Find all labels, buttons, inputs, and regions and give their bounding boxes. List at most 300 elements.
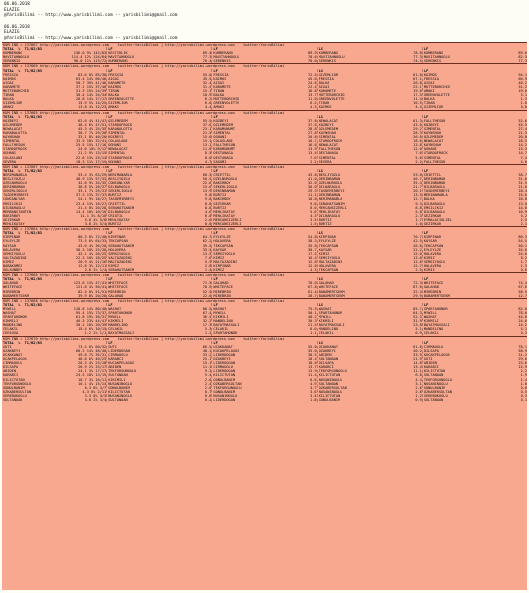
horse-score: 26.6 [413,135,422,140]
horse-name: TIRAN [423,101,435,106]
horse-name: SPARTAHONOR [423,306,448,311]
column-header: LF [213,114,218,119]
horse-name: SPARTAHONOR [318,311,343,315]
horse-score: 66.5 [202,344,212,349]
horse-score: 77.3 [518,59,527,64]
horse-name: KARAMUNUMT [213,126,236,131]
ranking-column [212,341,317,402]
horse-score: 10.5 [413,101,422,106]
column-header: TOTAL % T1/B2/B3 [3,231,42,236]
horse-score: 78.0 [307,281,317,286]
horse-score: 30.7 [307,247,317,252]
horse-score: 2.6 [204,217,212,222]
horse-name: GALAHAD [3,281,19,286]
horse-score: 55.0 [307,344,317,349]
horse-score: 23.4 13% 16/27 [75,201,107,206]
horse-name: DILBARAGLU [108,209,130,214]
horse-name: DILSAPA [318,361,334,366]
horse-score: 82.0 [518,306,527,311]
horse-name: CRIETTIL [213,172,231,177]
horse-name: VALTAZADINI [108,255,133,260]
horse-name: LIDERDOGAN [213,352,236,357]
horse-name: SIMENTAL [423,126,442,131]
horse-score: 24.6 [307,80,317,85]
horse-score: 14.8 [413,361,422,366]
horse-name: VALTAZADINI [3,255,27,260]
horse-name: SPARTAHONOR [108,311,133,315]
horse-name: HOLAVERA [108,247,126,252]
horse-name: WASHAT [108,306,122,311]
horse-score: 52.3 [413,315,422,320]
horse-name: MANDELINO [108,323,128,328]
horse-score: 17.3 [202,323,212,328]
ranking-column [318,341,423,402]
horse-row [319,268,422,272]
horse-name: MIREBRIN [213,289,231,294]
horse-name: NEWALACAT [108,147,128,152]
horse-score: 70.9 [202,285,212,290]
horse-name: NEWALACAT [3,126,23,131]
horse-name: NEWALACAT [318,143,339,148]
horse-name: GEZIRKAR [3,217,21,222]
horse-name: CELAKIL [108,327,124,332]
horse-score: 6.3 0% 4/7 [84,385,107,390]
column-header: LS [318,114,323,119]
ranking-column [318,69,423,110]
horse-name: HOLAVERA [423,263,442,268]
horse-row [213,398,316,402]
horse-score: 58.9 [518,348,527,353]
horse-name: MALTAZADINI [108,259,133,264]
horse-score: 1.2 [415,393,422,398]
column-header: TOTAL % T1/B2/B3 [3,277,42,282]
horse-name: EMSILIKIZ [3,201,23,206]
horse-score: 4.1 [520,327,527,332]
column-header: LF [213,168,218,173]
horse-score: 74.5 [413,59,422,64]
horse-name: UCAKKANAT [213,344,233,349]
race-section [2,110,527,164]
horse-name: SERENKIS [423,59,442,64]
horse-name: SPARTAHONOR [213,331,238,336]
horse-score: 1.2 [204,331,212,336]
horse-score: 15.6 [518,193,527,198]
horse-score: 15.4 6% 10/15 [78,327,107,332]
horse-name: SEREBOKOGLU [3,393,27,398]
column-header: LF [423,340,429,345]
horse-score: 80.3 [518,235,527,240]
horse-score: 19.6 [518,89,527,94]
horse-name: MERINAMABLA [423,193,448,198]
horse-score: 22.8 13% 25/14 [75,155,107,160]
horse-name: MEHLIKATAY [213,213,236,218]
ranking-column [212,47,317,63]
horse-name: GALAHAD [318,281,334,286]
horse-name: BURTIZ [213,205,227,210]
horse-name: SEBAHATSANIM [318,201,345,206]
horse-score: 121.8 4% 50/41 [75,285,107,290]
horse-score: 14.2 [518,323,527,328]
horse-score: 27.4 [518,126,527,131]
horse-name: WHITEFACE [213,285,233,290]
horse-score: 32.4 [413,289,422,294]
horse-name: TEKFORGUNOGLU [3,381,32,386]
horse-score: 33.1 7% 25/31 [78,189,107,194]
horse-name: KIMIZ [423,255,435,260]
horse-name: WASHAT [318,306,332,311]
horse-name: GALAHAD [108,293,124,298]
horse-score: 13.8 [413,143,422,148]
ranking-column [318,169,423,226]
horse-score: 24.0 [518,251,527,256]
horse-name: SIMENTAL [318,135,336,140]
horse-name: OGHANI [423,147,437,152]
column-header: LS [318,277,323,282]
horse-name: MIREBRIN [423,289,442,294]
horse-name: UCAKKANAT [318,344,339,349]
horse-name: BABAMERTSEKM [3,293,29,298]
horse-name: MIREBRIN [108,289,126,294]
horse-score: 78.1 [518,344,527,349]
section-grid [2,169,527,226]
horse-name: FRESSIA [213,72,229,77]
horse-score: 20.9 4% 21/16 [78,259,107,264]
horse-score: 8.2 [520,255,527,260]
horse-score: 21.5 [307,323,317,328]
horse-score: 5.1 [520,93,527,98]
horse-name: GREENVOLETTE [318,97,345,102]
horse-name: MIREBRIN [3,289,21,294]
horse-name: CONCANLYAR [3,197,25,202]
section-title: KUM IND = 137667 http://yarisbilimi.wordpress.com twitter:YarisBilimi | http://yarisbilimi.wordpress.com twitter:YarisBilimi [2,164,527,169]
horse-score: 16.8 [307,143,317,148]
horse-row [3,105,106,109]
horse-score: 6.2 [310,101,317,106]
horse-name: KARABALOTTA [3,130,27,135]
ranking-column [107,169,212,226]
horse-score: 64.3 [413,311,422,315]
horse-score: 24.5 10% 13/19 [75,373,107,378]
horse-name: MAVITAHNOGLU [213,55,240,60]
horse-score: 43.0 4% 36/26 [78,243,107,248]
horse-name: CELAKIL [318,331,334,336]
horse-score: 5.8 [415,209,422,214]
column-header: LF [108,68,113,73]
ranking-column [423,169,527,226]
horse-score: 28.3 4% 23/18 [78,361,107,366]
horse-score: 28.3 [413,130,422,135]
horse-name: KILICTUTAN [3,377,25,382]
horse-name: KIKMILI [108,319,124,324]
horse-score: 22.6 [202,181,212,186]
horse-score: 15.0 [413,251,422,256]
horse-score: 3.4 [310,393,317,398]
horse-score: 4.6 [520,159,527,164]
horse-score: 55.9 [202,118,212,123]
horse-name: STARDOFROCK [108,122,133,127]
horse-name: STARDOFROCK [318,139,343,144]
horse-score: 50.9 [202,177,212,181]
horse-name: FALLTHESUN [318,147,341,152]
horse-name: TEKCAPSAN [318,268,339,273]
horse-name: WASHAT [423,315,437,320]
horse-name: CIRMAOGLU [3,361,23,366]
horse-score: 7.4 [520,155,527,160]
horse-score: 13.0 [413,255,422,260]
race-section [2,63,527,109]
horse-name: NEWALACAT [423,139,444,144]
horse-score: 85.7 [413,306,422,311]
horse-score: 31.9 [413,319,422,324]
horse-score: 12.7 [413,263,422,268]
horse-name: DILBARAGLU [318,213,341,218]
horse-score: 0.6 [204,393,212,398]
header-block-1 [0,0,529,19]
horse-name: KAIMOS [318,105,332,110]
horse-score: 8.8 [204,201,212,206]
horse-score: 55.0 [202,72,212,77]
horse-name: MYWILL [423,311,437,315]
horse-score: 21.2 9% 13/15 [78,151,107,156]
horse-score: 2.4 [204,381,212,386]
horse-name: KUMBERANG [318,51,339,56]
horse-score: 13.3 [518,147,527,152]
horse-score: 29.2 [413,126,422,131]
horse-row [424,222,527,226]
horse-name: SULTANOAN [423,373,444,378]
horse-name: FRESSIA [108,72,124,77]
horse-score: 11.1 [202,365,212,370]
horse-score: 0.7 [204,389,212,394]
horse-score: 1.9 [520,373,527,378]
horse-name: KIRPINAR [213,263,231,268]
horse-score: 37.3 13% 37/37 [75,193,107,198]
horse-score: 48.9 13% 57/33 [75,177,107,181]
horse-score: 6.6 [204,101,212,106]
horse-name: GEZIRKAR [423,222,442,227]
horse-score: 43.0 [413,122,422,127]
horse-score: 94.1 [518,72,527,77]
horse-name: OZLEMEDEM [423,135,444,140]
horse-score: 9.8 [204,193,212,198]
horse-score: 74.4 [518,281,527,286]
horse-name: NUSANINOGLU [213,393,238,398]
column-header: LF [213,340,218,345]
horse-score: 63.4 14% 60/46 [75,76,107,81]
horse-name: CRIOTIL [108,213,124,218]
horse-score: 28.8 [307,126,317,131]
horse-name: KUMBERANG [108,59,128,64]
horse-row [319,398,422,402]
horse-name: GULSUNBEY [3,268,23,273]
horse-name: ABIDEN [3,369,16,374]
horse-score: 36.3 10% 25/30 [75,247,107,252]
horse-score: 18.5 [518,139,527,144]
horse-name: MEHLIKATAY [108,217,130,222]
horse-name: GUTI [423,357,433,362]
horse-name: TASDEMIRBEYI [3,193,29,198]
ranking-column [107,303,212,336]
horse-name: KARAMUNUMT [213,147,236,152]
ranking-column [318,277,423,297]
horse-name: MALTAZADINI [318,259,343,264]
horse-score: 22.2 [413,247,422,252]
horse-name: BURTIZ [108,222,122,227]
section-title: KUM IND = 137664 http://yarisbilimi.wordpress.com twitter:YarisBilimi | http://yarisbilimi.wordpress.com twitter:YarisBilimi [2,226,527,231]
horse-row [108,105,211,109]
column-header: LF [108,231,113,236]
horse-name: OGHANI [108,159,122,164]
horse-name: TIRAN [3,93,14,98]
horse-row [319,105,422,109]
horse-name: KIKMILI [318,319,334,324]
horse-name: SEMSIYOGLU [108,251,130,256]
horse-name: EMSILIKIZ [423,205,444,210]
horse-score: 9.8 [204,197,212,202]
horse-score: 44.8 [518,315,527,320]
horse-name: KUCAKPELAGOS [423,352,450,357]
horse-score: 89.4 [202,51,212,56]
horse-score: 67.1 [413,76,422,81]
horse-score: 73.5 6% 64/33 [78,239,107,244]
horse-score: 2.3 [415,213,422,218]
horse-row [319,331,422,335]
horse-score: 0.3 [520,393,527,398]
header-block-2 [0,19,529,42]
horse-name: DERINBAMAN [423,177,446,181]
horse-name: WHITEFACE [3,285,23,290]
column-header: LF [108,277,113,282]
horse-name: KIMIZ [318,251,330,256]
horse-name: MEHLIKATAY [3,222,25,227]
horse-name: BURTIZ [318,217,332,222]
horse-score: 38.7 [518,172,527,177]
horse-score: 5.8 4% 5/8 [84,217,107,222]
column-header: TOTAL % T1/B2/B3 [3,68,42,73]
horse-score: 4.4 [415,105,422,110]
ranking-column [2,231,107,272]
horse-score: 11.1 [413,369,422,374]
horse-name: MANDELINO [213,319,233,324]
horse-score: 4.7 [310,385,317,390]
horse-score: 2.5 [520,217,527,222]
horse-score: 31.5 [518,181,527,186]
horse-name: SEVERA [3,159,16,164]
horse-score: 67.4 [202,311,212,315]
horse-name: DILBARAGLU [318,185,341,190]
horse-score: 22.4 [307,84,317,89]
horse-name: SEMSIYOGLU [423,259,446,264]
horse-name: KILICTUTAN [108,389,130,394]
horse-score: 53.4 3% 63/29 [78,172,107,177]
horse-name: OZKABERSULTAN [3,389,32,394]
horse-name: DILSAPA [3,365,19,370]
horse-score: 96.0 11% 113/72 [73,59,107,64]
horse-score: 9.8 [310,201,317,206]
horse-score: 12.6 [413,259,422,264]
horse-name: GALAHAD [423,285,439,290]
horse-name: SIMENTAL [423,155,442,160]
horse-name: BABAKOMEZ [3,263,23,268]
horse-score: 8.8 [415,205,422,210]
horse-score: 70.4 [202,59,212,64]
horse-score: 33.1 8% 40/20 [78,135,107,140]
horse-score: 11.0 [307,97,317,102]
horse-row [108,294,211,298]
horse-name: GREENVOLETTE [423,93,450,98]
horse-name: MEHLIKATAY [318,209,341,214]
horse-row [213,222,316,226]
horse-name: KARABALOTTA [108,126,133,131]
column-header: LF [423,231,429,236]
ranking-column [107,115,212,164]
horse-score: 26.8 [413,80,422,85]
horse-score: 75.5 [307,306,317,311]
horse-name: CERIOSA [3,331,19,336]
horse-score: 1.8 [310,397,317,402]
horse-score: 0.1 [520,397,527,402]
horse-score: 41.0 [307,177,317,181]
horse-name: TEKCAPSAN [423,243,444,248]
horse-row [424,331,527,335]
horse-name: KARAMETE [318,89,336,94]
horse-score: 5.1 [415,327,422,332]
horse-name: KARABCI [108,357,124,362]
horse-score: 13.9 [307,369,317,374]
horse-score: 14.8 [518,205,527,210]
column-header: LF [213,302,218,307]
horse-name: MYWILL [108,315,122,320]
horse-name: BALKA [423,97,435,102]
horse-name: TEKCAPSAN [108,239,128,244]
column-header: LF [213,68,218,73]
horse-score: 13.4 [307,151,317,156]
horse-name: UCAKKANAT [3,352,23,357]
horse-name: GONULBANIM [423,385,446,390]
horse-score: 5.2 [520,213,527,218]
horse-name: MANDELINO [318,327,339,332]
horse-score: 1.3 [520,97,527,102]
column-header: LF [423,114,429,119]
horse-score: 5.5 [204,259,212,264]
horse-score: 20.1 [413,189,422,194]
header-contact: @YarisBilimi -- http://www.yarisbilimi.com -- yarisbilimi@gmail.com [4,13,178,19]
horse-name: FALLTHESUN [3,143,25,148]
horse-name: OZAKBEYI [318,348,336,353]
horse-score: 21.4 8% 20/28 [78,205,107,210]
column-header: LS [318,168,323,173]
horse-name: OZLEMEDEM [108,118,128,123]
ranking-column [2,69,107,110]
horse-score: 0.8 [520,385,527,390]
horse-name: CRIETTIL [423,172,442,177]
horse-score: 52.6 [518,118,527,123]
horse-score: 18.8 [307,361,317,366]
horse-score: 82.5 8% 51/51 [78,289,107,294]
horse-score: 30.3 [307,319,317,324]
horse-name: STARDOFROCK [3,147,27,152]
horse-score: 5.4 [204,373,212,378]
horse-score: 82.5 [518,55,527,60]
horse-name: TASDEMIRBEYI [423,189,450,194]
ranking-column [423,69,527,110]
horse-row [424,59,527,63]
horse-score: 31.3 15% 24/39 [75,89,107,94]
column-header: LF [423,277,429,282]
horse-score: 78.6 [307,55,317,60]
horse-score: 95.4 15% 73/37 [75,311,107,315]
horse-score: 4.3 [310,213,317,218]
